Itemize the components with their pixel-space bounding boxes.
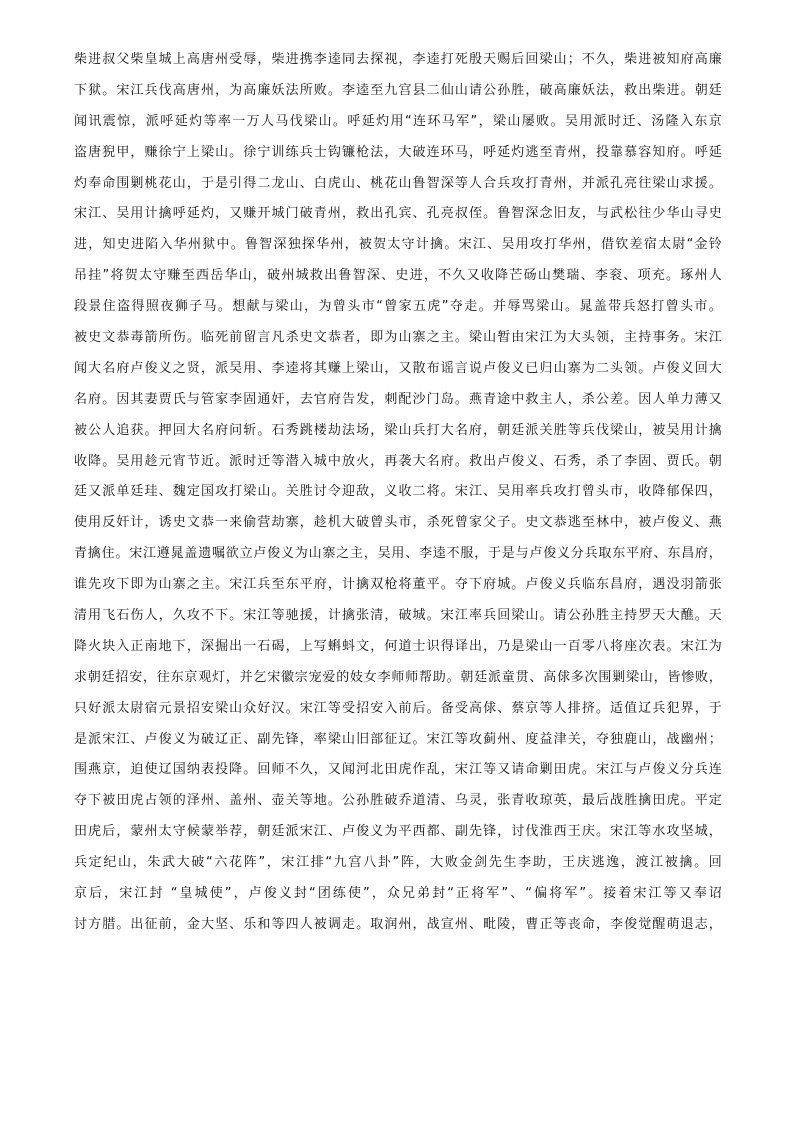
text-line: 闻大名府卢俊义之贤，派吴用、李逵将其赚上梁山，又散布谣言说卢俊义已归山寨为二头领。卢俊义回大	[74, 360, 722, 376]
text-line: 田虎后，蒙州太守候蒙举荐，朝廷派宋江、卢俊义为平西都、副先锋，讨伐淮西王庆。宋江等水攻坚城，	[74, 824, 722, 840]
text-line: 谁先攻下即为山寨之主。宋江兵至东平府，计擒双枪将董平。夺下府城。卢俊义兵临东昌府，遇没羽箭张	[74, 577, 722, 593]
text-line: 闻讯震惊，派呼延灼等率一万人马伐梁山。呼延灼用“连环马军”，梁山屡败。吴用派时迁、汤隆入东京	[74, 113, 722, 129]
text-line: 清用飞石伤人，久攻不下。宋江等驰援，计擒张清，破城。宋江率兵回梁山。请公孙胜主持罗天大醮。天	[74, 608, 722, 624]
text-line: 只好派太尉宿元景招安梁山众好汉。宋江等受招安入前后。备受高俅、蔡京等人排挤。适值辽兵犯界，于	[74, 700, 722, 716]
text-line: 降火块入正南地下，深掘出一石碣，上写蝌蚪文，何道士识得译出，乃是梁山一百零八将座次表。宋江为	[74, 638, 722, 654]
text-line: 吊挂”将贺太守赚至西岳华山，破州城救出鲁智深、史进，不久又收降芒砀山樊瑞、李衮、项充。琢州人	[74, 268, 722, 284]
text-line: 青擒住。宋江遵晁盖遗嘱欲立卢俊义为山寨之主，吴用、李逵不服，于是与卢俊义分兵取东平府、东昌府，	[74, 546, 722, 562]
text-line: 灼奉命围剿桃花山，于是引得二龙山、白虎山、桃花山鲁智深等人合兵攻打青州，并派孔亮往梁山求援。	[74, 175, 722, 191]
text-line: 盗唐猊甲，赚徐宁上梁山。徐宁训练兵士钩镰枪法，大破连环马，呼延灼逃至青州，投靠慕容知府。呼延	[74, 144, 722, 160]
text-line: 围燕京，迫使辽国纳表投降。回师不久，又闻河北田虎作乱，宋江等又请命剿田虎。宋江与卢俊义分兵连	[74, 762, 722, 778]
text-line: 夺下被田虎占领的泽州、盖州、壶关等地。公孙胜破乔道清、乌灵，张青收琼英，最后战胜擒田虎。平定	[74, 793, 722, 809]
text-line: 宋江、吴用计擒呼延灼，又赚开城门破青州，救出孔宾、孔亮叔侄。鲁智深念旧友，与武松往少华山寻史	[74, 206, 722, 222]
text-line: 柴进叔父柴皇城上高唐州受辱，柴进携李逵同去探视，李逵打死殷天赐后回梁山；不久，柴进被知府高廉	[74, 52, 722, 67]
text-line: 京后，宋江封 “皇城使”，卢俊义封“团练使”，众兄弟封“正将军”、“偏将军”。接着宋江等又奉诏	[74, 886, 722, 902]
text-line: 段景住盗得照夜狮子马。想献与梁山，为曾头市“曾家五虎”夺走。并辱骂梁山。晁盖带兵怒打曾头市。	[74, 299, 722, 315]
body-text	[74, 45, 722, 941]
text-line: 使用反奸计，诱史文恭一来偷营劫寨，趁机大破曾头市，杀死曾家父子。史文恭逃至林中，被卢俊义、燕	[74, 515, 722, 531]
text-line: 收降。吴用趁元宵节近。派时迁等潜入城中放火，再袭大名府。救出卢俊义、石秀，杀了李固、贾氏。朝	[74, 453, 722, 469]
text-line: 被公人追获。押回大名府问斩。石秀跳楼劫法场，梁山兵打大名府，朝廷派关胜等兵伐梁山，被吴用计擒	[74, 422, 722, 438]
text-line: 求朝廷招安，往东京观灯，并乞宋徽宗宠爱的妓女李师师帮助。朝廷派童贯、高俅多次围剿梁山，皆惨败，	[74, 669, 722, 685]
text-line: 讨方腊。出征前，金大坚、乐和等四人被调走。取润州，战宣州、毗陵，曹正等丧命，李俊觉醒萌退志，	[74, 916, 722, 932]
text-line: 被史文恭毒箭所伤。临死前留言凡杀史文恭者，即为山寨之主。梁山暂由宋江为大头领，主持事务。宋江	[74, 330, 722, 346]
text-line: 廷又派单廷珪、魏定国攻打梁山。关胜讨令迎敌，义收二将。宋江、吴用率兵攻打曾头市，收降郁保四，	[74, 484, 722, 500]
text-line: 下狱。宋江兵伐高唐州，为高廉妖法所败。李逵至九宫县二仙山请公孙胜，破高廉妖法，救出柴进。朝廷	[74, 82, 722, 98]
text-line: 兵定纪山，朱武大破“六花阵”，宋江排“九宫八卦”阵，大败金剑先生李助，王庆逃逸，渡江被擒。回	[74, 855, 722, 871]
text-line: 是派宋江、卢俊义为破辽正、副先锋，率梁山旧部征辽。宋江等攻蓟州、度益津关，夺独鹿山，战幽州；	[74, 731, 722, 747]
text-line: 名府。因其妻贾氏与管家李固通奸，去官府告发，刺配沙门岛。燕青途中救主人，杀公差。因人单力薄又	[74, 391, 722, 407]
text-line: 进，知史进陷入华州狱中。鲁智深独探华州，被贺太守计擒。宋江、吴用攻打华州，借钦差宿太尉“金铃	[74, 237, 722, 253]
